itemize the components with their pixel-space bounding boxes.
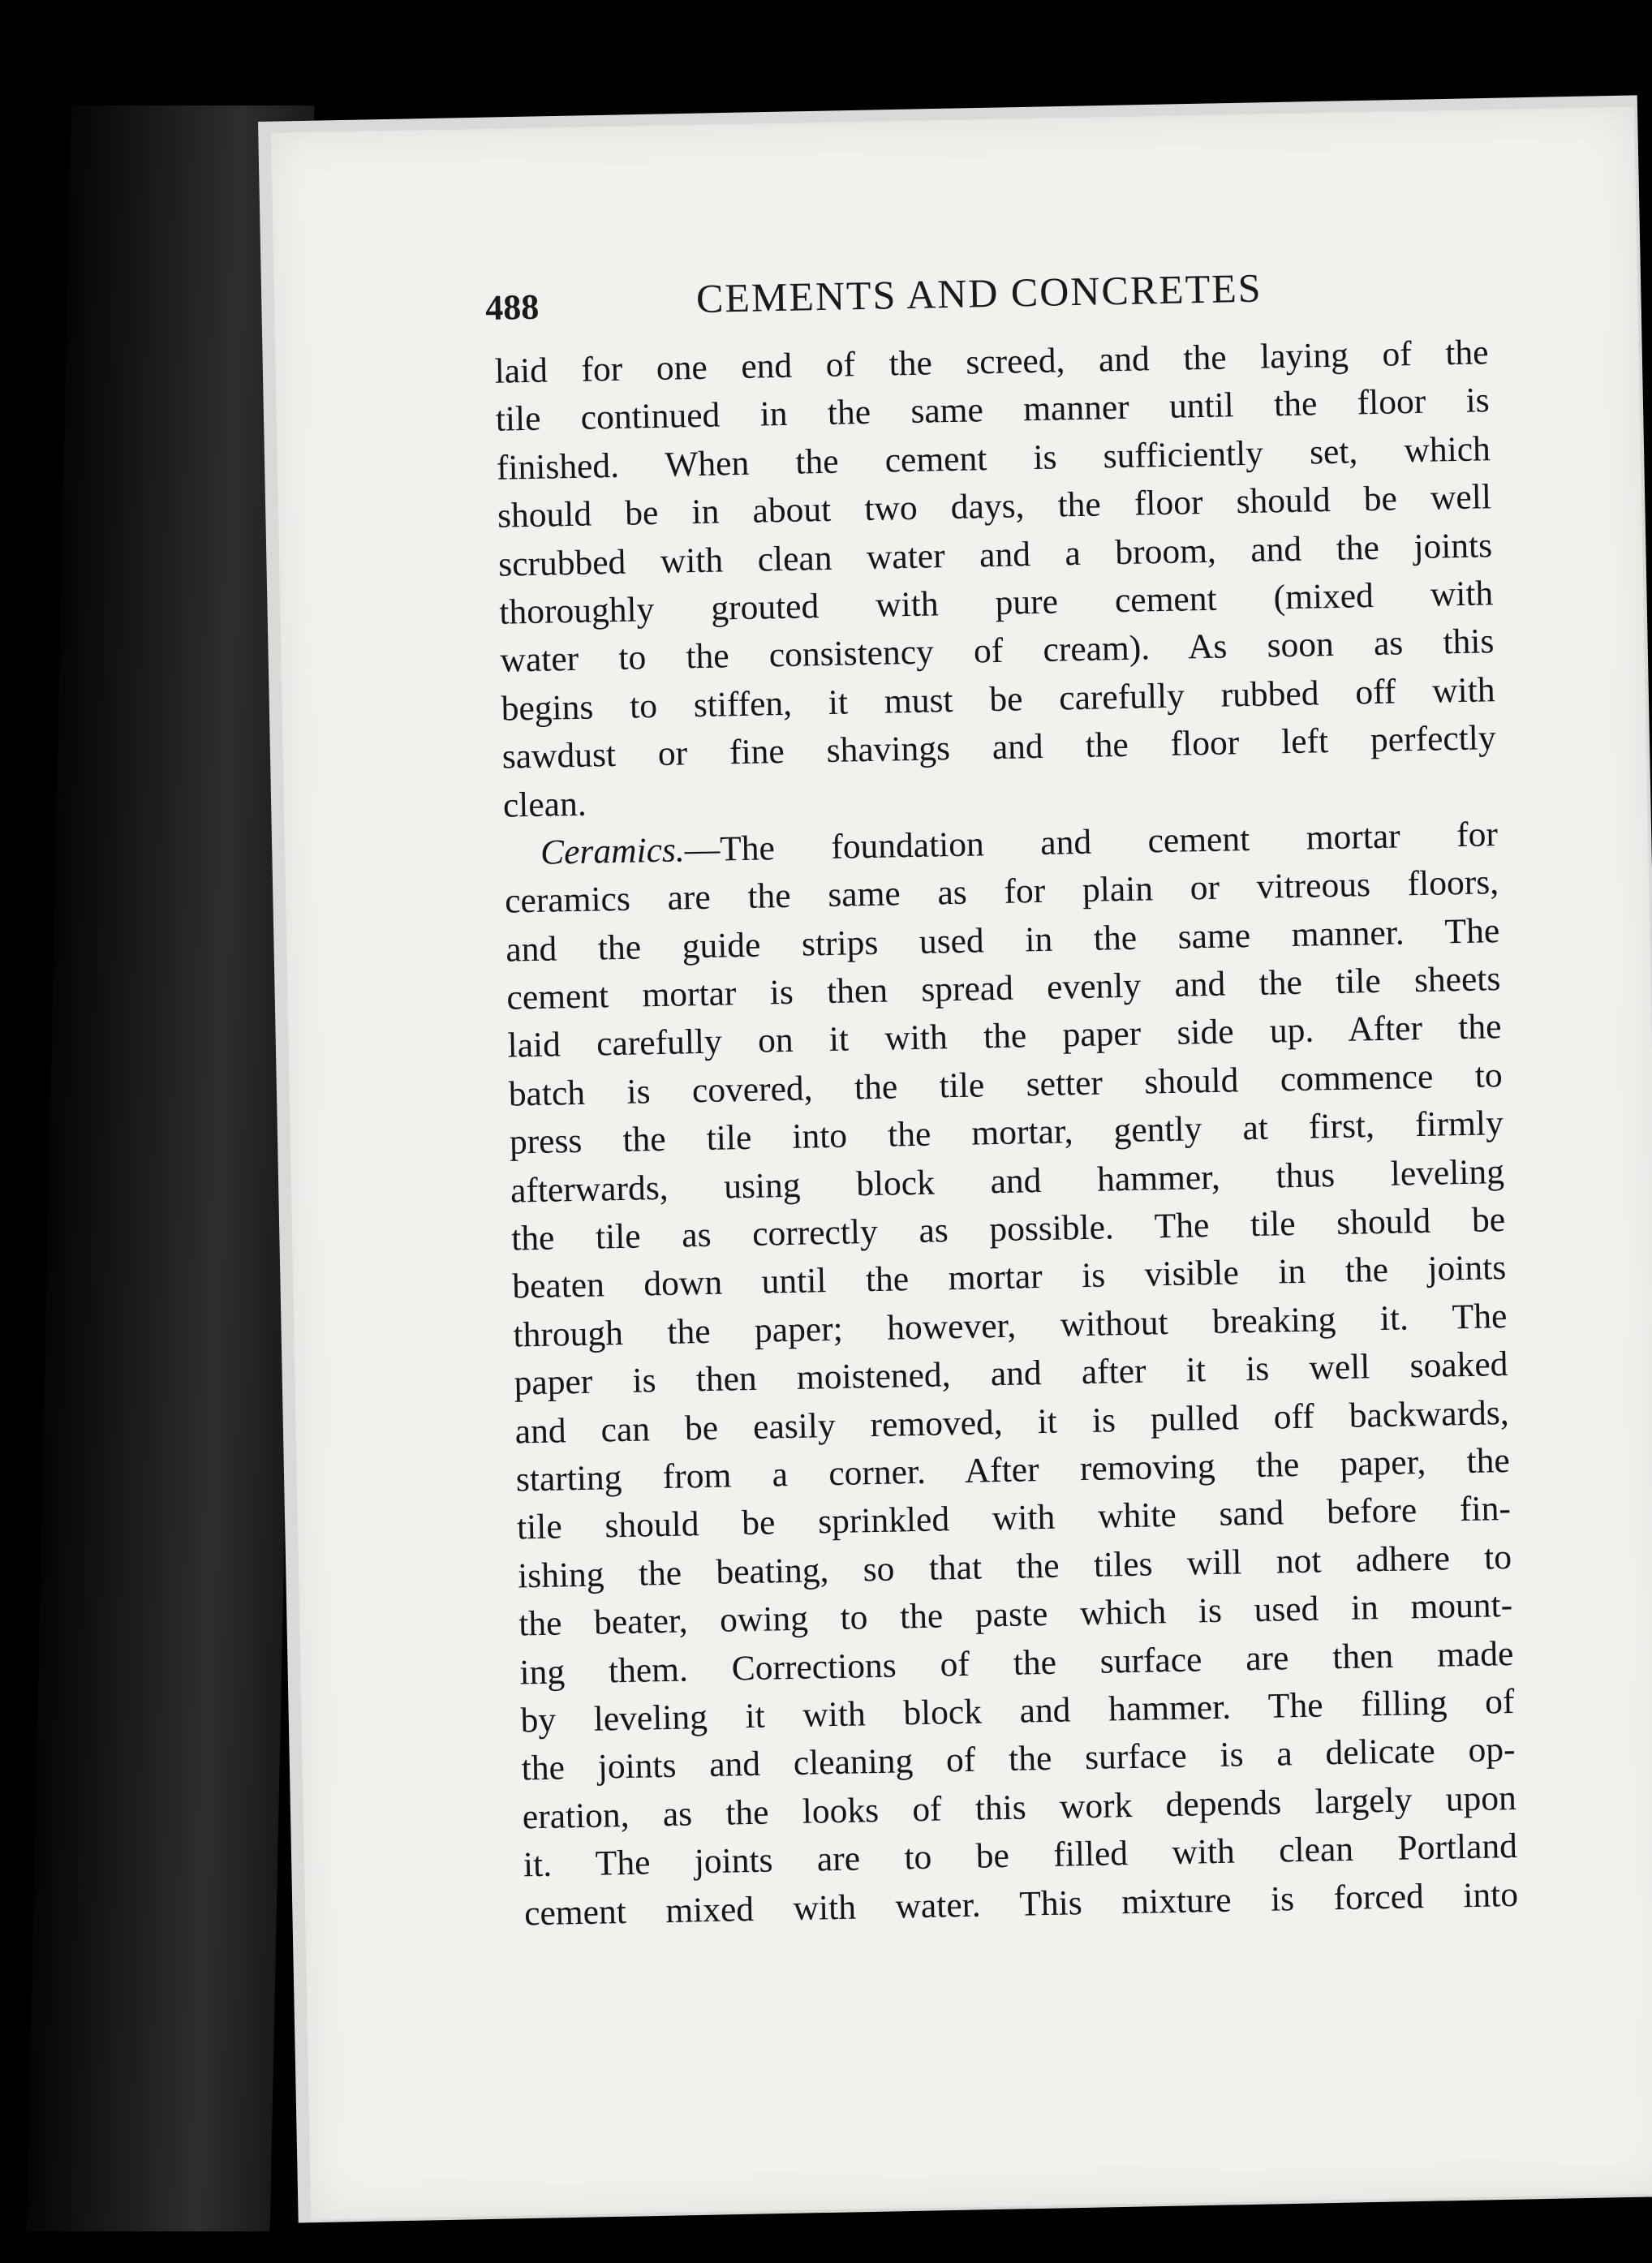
book-page (271, 107, 1652, 2220)
text-line: ishing the beating, so that the tiles will not adhere to (517, 1537, 1512, 1596)
text-line: press the tile into the mortar, gently at first, firmly (509, 1104, 1504, 1162)
text-line: begins to stiffen, it must be carefully rubbed off with (501, 669, 1495, 729)
running-title: CEMENTS AND CONCRETES (695, 265, 1263, 321)
text-line: ceramics are the same as for plain or vitreous floors, (504, 863, 1499, 921)
text-line: the tile as correctly as possible. The tile should be (510, 1200, 1506, 1258)
text-line: tile should be sprinkled with white sand before fin- (516, 1489, 1512, 1547)
text-line: should be in about two days, the floor should be well (497, 477, 1492, 536)
text-line: ing them. Corrections of the surface are then made (519, 1633, 1514, 1693)
text-line: water to the consistency of cream). As soon as this (500, 622, 1495, 681)
text-line: beaten down until the mortar is visible in the joints (511, 1248, 1507, 1306)
text-line: tile continued in the same manner until the floor is (495, 381, 1491, 440)
text-line: eration, as the looks of this work depends largely upon (522, 1778, 1517, 1837)
body-text (494, 329, 1518, 1938)
text-line: laid carefully on it with the paper side up. After the (507, 1007, 1502, 1066)
text-line: batch is covered, the tile setter should commence to (508, 1055, 1504, 1114)
text-line: laid for one end of the screed, and the laying of the (494, 333, 1489, 391)
text-line: clean. (502, 784, 587, 825)
page-header (484, 253, 1394, 327)
text-line: paper is then moistened, and after it is well soaked (514, 1344, 1508, 1403)
text-line: it. The joints are to be filled with clean Portland (523, 1826, 1518, 1885)
text-line: afterwards, using block and hammer, thus leveling (510, 1151, 1505, 1211)
section-heading-ceramics: Ceramics. (540, 830, 686, 872)
text-line: thoroughly grouted with pure cement (mixed with (498, 574, 1494, 632)
text-line: by leveling it with block and hammer. The filling of (520, 1681, 1515, 1740)
text-line: and the guide strips used in the same manner. The (505, 910, 1500, 970)
text-line: scrubbed with clean water and a broom, and the joints (497, 525, 1493, 584)
text-line: and can be easily removed, it is pulled off backwards, (514, 1392, 1510, 1452)
text-line: sawdust or fine shavings and the floor left perfectly (501, 718, 1497, 777)
section-first-line-text: —The foundation and cement mortar for (684, 815, 1499, 870)
text-line: cement mortar is then spread evenly and the tile sheets (506, 959, 1501, 1017)
text-line: the beater, owing to the paste which is used in mount- (518, 1585, 1513, 1644)
text-line: cement mixed with water. This mixture is forced into (523, 1874, 1519, 1933)
page-number: 488 (484, 286, 540, 328)
text-line: through the paper; however, without breaking it. The (513, 1296, 1508, 1355)
text-line: finished. When the cement is sufficiently set, which (496, 429, 1491, 488)
text-line: starting from a corner. After removing the paper, the (515, 1440, 1511, 1499)
text-line: the joints and cleaning of the surface is a delicate op- (521, 1730, 1516, 1788)
